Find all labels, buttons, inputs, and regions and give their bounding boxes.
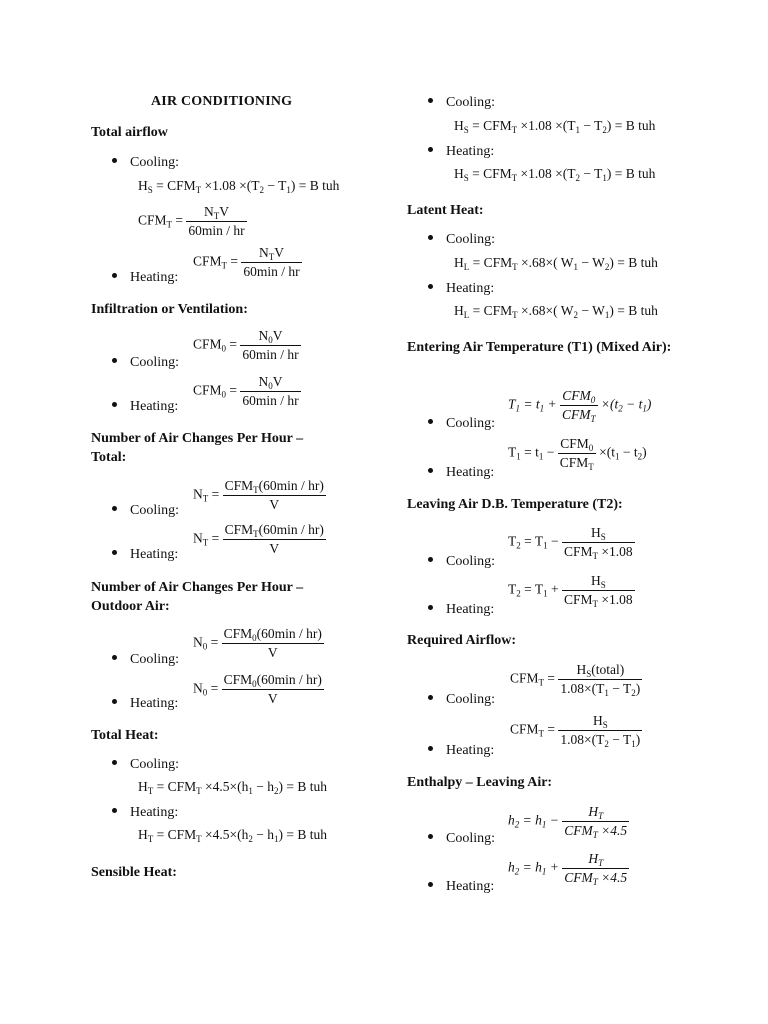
bullet-dot bbox=[428, 468, 433, 473]
bullet-dot bbox=[428, 746, 433, 751]
section-total-heat: Total Heat: bbox=[91, 728, 159, 743]
bullet-dot bbox=[112, 358, 117, 363]
section-leaving-air-temp: Leaving Air D.B. Temperature (T2): bbox=[407, 497, 623, 512]
label-cooling: Cooling: bbox=[130, 155, 180, 170]
bullet-dot bbox=[112, 699, 117, 704]
bullet-dot bbox=[428, 235, 433, 240]
bullet-heating bbox=[428, 743, 494, 759]
bullet-cooling bbox=[428, 554, 495, 570]
equation-latent-heat-cooling: $H_L = CFM_T \times.68\times$( $W_1 - W_2) = B$ tuh bbox=[454, 255, 658, 272]
section-air-changes-total: Number of Air Changes Per Hour – Total: bbox=[91, 431, 304, 465]
label-heating: Heating: bbox=[446, 281, 495, 296]
bullet-heating bbox=[428, 281, 494, 297]
label-cooling: Cooling: bbox=[130, 652, 180, 667]
equation-cfm-outdoor-heating: $CFM_0$ = $\frac{N_0V}{60\min / hr}$ bbox=[193, 374, 299, 408]
bullet-dot bbox=[428, 605, 433, 610]
label-heating: Heating: bbox=[130, 696, 179, 711]
equation-cfm-outdoor-cooling: $CFM_0$ = $\frac{N_0V}{60\min / hr}$ bbox=[193, 328, 299, 362]
bullet-dot bbox=[428, 147, 433, 152]
bullet-cooling bbox=[112, 757, 179, 773]
bullet-cooling bbox=[428, 831, 495, 847]
section-latent-heat: Latent Heat: bbox=[407, 203, 484, 218]
label-cooling: Cooling: bbox=[446, 692, 496, 707]
label-heating: Heating: bbox=[130, 399, 179, 414]
section-enthalpy-leaving: Enthalpy – Leaving Air: bbox=[407, 775, 553, 790]
equation-air-changes-outdoor-cooling: $N_0$ = $\frac{CFM_0(60\min / hr)}{V}$ bbox=[193, 626, 322, 660]
page-title: AIR CONDITIONING bbox=[151, 94, 293, 109]
equation-air-changes-total-cooling: $N_T$ = $\frac{CFM_T(60\min / hr)}{V}$ bbox=[193, 478, 324, 512]
equation-entering-temp-heating: $T_1 = t_1$ − $\frac{CFM_0}{CFM_T}$ $\times(t_1 - t_2)$ bbox=[508, 436, 647, 472]
equation-required-airflow-heating: $CFM_T$ = $\frac{H_S}{1.08\times(T_2 - T_1)}$ bbox=[510, 713, 641, 749]
label-cooling: Cooling: bbox=[130, 757, 180, 772]
bullet-heating bbox=[112, 696, 178, 712]
label-heating: Heating: bbox=[446, 879, 495, 894]
equation-cfm-total-cooling: $CFM_T$ = $\frac{N_TV}{60\min / hr}$ bbox=[138, 204, 245, 238]
bullet-cooling bbox=[112, 355, 179, 371]
bullet-cooling bbox=[112, 652, 179, 668]
bullet-dot bbox=[112, 655, 117, 660]
equation-air-changes-outdoor-heating: $N_0$ = $\frac{CFM_0(60\min / hr)}{V}$ bbox=[193, 672, 322, 706]
label-heating: Heating: bbox=[446, 743, 495, 758]
bullet-dot bbox=[428, 284, 433, 289]
section-infiltration: Infiltration or Ventilation: bbox=[91, 302, 248, 317]
equation-leaving-temp-heating: $T_2 = T_1$ + $\frac{H_S}{CFM_T \times 1.08}$ bbox=[508, 573, 633, 609]
equation-latent-heat-heating: $H_L = CFM_T \times.68\times$( $W_2 - W_1) = B$ tuh bbox=[454, 303, 658, 320]
bullet-heating bbox=[112, 270, 178, 286]
section-sensible-heat: Sensible Heat: bbox=[91, 865, 177, 880]
equation-air-changes-total-heating: $N_T$ = $\frac{CFM_T(60\min / hr)}{V}$ bbox=[193, 522, 324, 556]
section-air-changes-outdoor: Number of Air Changes Per Hour – Outdoor Air: bbox=[91, 580, 304, 614]
equation-entering-temp-cooling: $T_1 = t_1$ + $\frac{CFM_0}{CFM_T}$ $\times(t_2 - t_1)$ bbox=[508, 388, 652, 424]
bullet-dot bbox=[428, 557, 433, 562]
bullet-heating bbox=[112, 805, 178, 821]
bullet-dot bbox=[428, 419, 433, 424]
bullet-dot bbox=[112, 506, 117, 511]
label-heating: Heating: bbox=[446, 144, 495, 159]
equation-leaving-temp-cooling: $T_2 = T_1$ − $\frac{H_S}{CFM_T \times 1.08}$ bbox=[508, 525, 633, 561]
bullet-heating bbox=[428, 602, 494, 618]
bullet-cooling bbox=[112, 503, 179, 519]
equation-enthalpy-heating: $h_2 = h_1$ + $\frac{H_T}{CFM_T \times 4.5}$ bbox=[508, 851, 628, 887]
label-cooling: Cooling: bbox=[446, 831, 496, 846]
bullet-dot bbox=[112, 273, 117, 278]
section-entering-air-temp: Entering Air Temperature (T1) (Mixed Air): bbox=[407, 340, 672, 355]
bullet-dot bbox=[112, 808, 117, 813]
bullet-dot bbox=[428, 834, 433, 839]
equation-sensible-cooling-airflow: $H_S = CFM_T \times 1.08 \times(T_2 - T_1) = B$ tuh bbox=[138, 178, 340, 195]
bullet-dot bbox=[428, 695, 433, 700]
bullet-cooling bbox=[112, 155, 179, 171]
equation-sensible-heat-heating: $H_S = CFM_T \times 1.08 \times(T_2 - T_1) = B$ tuh bbox=[454, 166, 656, 183]
label-cooling: Cooling: bbox=[446, 416, 496, 431]
bullet-dot bbox=[112, 158, 117, 163]
bullet-cooling bbox=[428, 95, 495, 111]
equation-required-airflow-cooling: $CFM_T$ = $\frac{H_S(total)}{1.08\times(T_1 - T_2)}$ bbox=[510, 662, 641, 698]
bullet-heating bbox=[428, 465, 494, 481]
label-cooling: Cooling: bbox=[446, 232, 496, 247]
equation-enthalpy-cooling: $h_2 = h_1$ − $\frac{H_T}{CFM_T \times 4.5}$ bbox=[508, 804, 628, 840]
label-heating: Heating: bbox=[130, 805, 179, 820]
label-cooling: Cooling: bbox=[130, 355, 180, 370]
bullet-dot bbox=[112, 550, 117, 555]
bullet-cooling bbox=[428, 232, 495, 248]
bullet-heating bbox=[428, 879, 494, 895]
equation-cfm-total-heating: $CFM_T$ = $\frac{N_TV}{60\min / hr}$ bbox=[193, 245, 300, 279]
label-heating: Heating: bbox=[130, 547, 179, 562]
bullet-dot bbox=[428, 882, 433, 887]
label-cooling: Cooling: bbox=[130, 503, 180, 518]
section-required-airflow: Required Airflow: bbox=[407, 633, 517, 648]
section-total-airflow: Total airflow bbox=[91, 125, 168, 140]
bullet-heating bbox=[428, 144, 494, 160]
label-heating: Heating: bbox=[446, 602, 495, 617]
bullet-dot bbox=[112, 402, 117, 407]
equation-total-heat-cooling: $H_T = CFM_T \times 4.5\times(h_1 - h_2) = B$ tuh bbox=[138, 779, 327, 796]
equation-total-heat-heating: $H_T = CFM_T \times 4.5\times(h_2 - h_1) = B$ tuh bbox=[138, 827, 327, 844]
bullet-heating bbox=[112, 399, 178, 415]
bullet-heating bbox=[112, 547, 178, 563]
label-heating: Heating: bbox=[446, 465, 495, 480]
label-cooling: Cooling: bbox=[446, 554, 496, 569]
equation-sensible-heat-cooling: $H_S = CFM_T \times 1.08 \times(T_1 - T_2) = B$ tuh bbox=[454, 118, 656, 135]
label-cooling: Cooling: bbox=[446, 95, 496, 110]
bullet-dot bbox=[428, 98, 433, 103]
bullet-cooling bbox=[428, 692, 495, 708]
label-heating: Heating: bbox=[130, 270, 179, 285]
bullet-dot bbox=[112, 760, 117, 765]
bullet-cooling bbox=[428, 416, 495, 432]
